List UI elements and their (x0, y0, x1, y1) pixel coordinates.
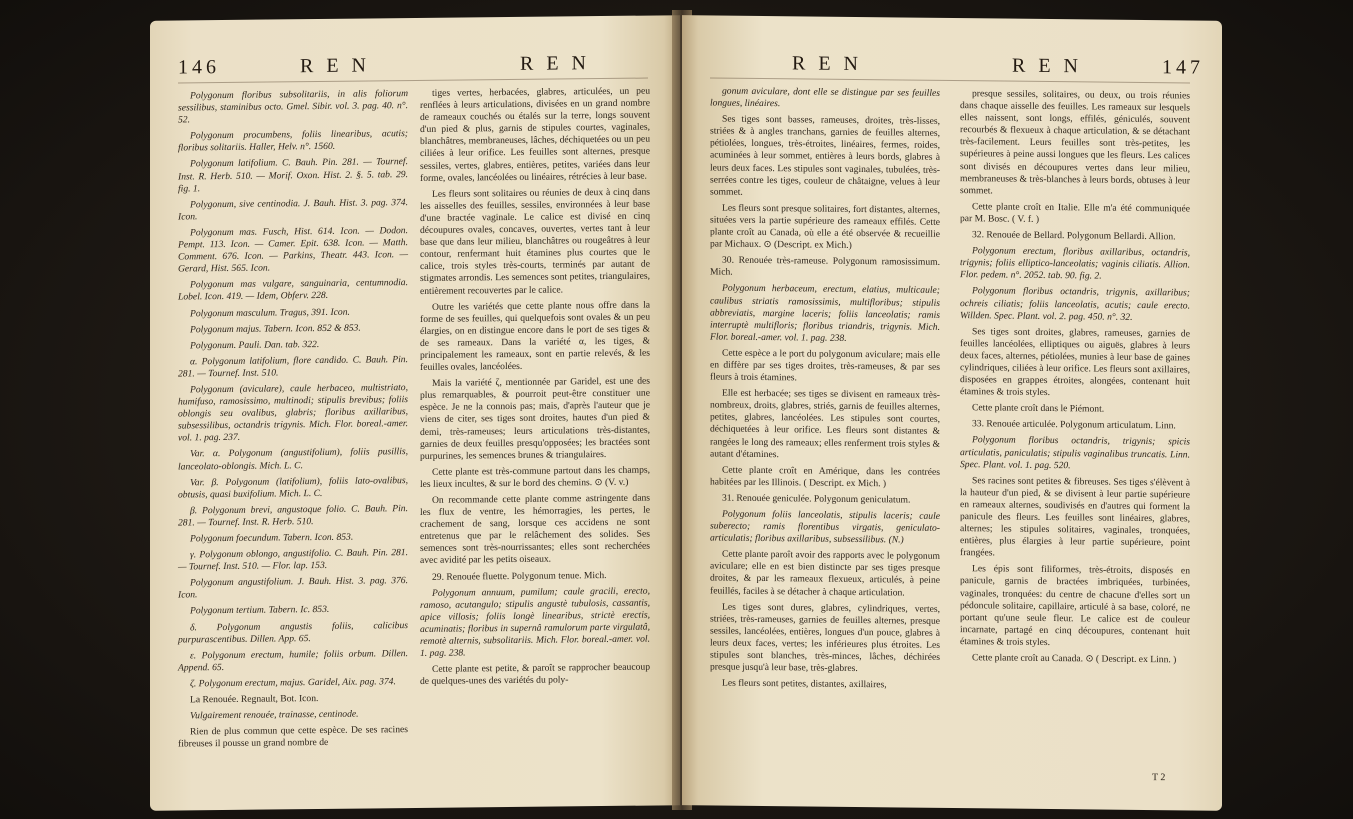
right-column-2 (960, 88, 1190, 671)
paragraph: 29. Renouée fluette. Polygonum tenue. Mich. (432, 569, 607, 583)
paragraph: Polygonum. Pauli. Dan. tab. 322. (190, 338, 320, 352)
paragraph: 33. Renouée articulée. Polygonum articulatum. Linn. (972, 418, 1176, 432)
paragraph: 31. Renouée geniculée. Polygonum geniculatum. (722, 492, 911, 506)
paragraph: ζ. Polygonum erectum, majus. Garidel, Aix. pag. 374. (190, 676, 396, 690)
left-header-left: R E N (300, 54, 370, 78)
paragraph: Cette plante croît en Italie. Elle m'a été communiquée par M. Bosc. ( V. f. ) (960, 201, 1190, 225)
paragraph: Polygonum mas. Fusch, Hist. 614. Icon. — Dodon. Pempt. 113. Icon. — Camer. Epit. 638. Icon. — Matth. Comment. 676. Icon. — Parkins, Theatr. 443. Icon. — Gerard, Hist. 565. Icon. (178, 225, 408, 275)
paragraph: Rien de plus commun que cette espèce. De ses racines fibreuses il pousse un grand nombre de (178, 724, 408, 750)
paragraph: Outre les variétés que cette plante nous offre dans la forme de ses feuilles, qui quelquefois sont ovales & un peu élargies, on en distingue encore dans le port de ses tiges & de ses rameaux. Dans la variété α, les tiges, & principalement les rameaux, sont en partie relevés, & les feuilles ovales, lancéolées. (420, 299, 650, 374)
paragraph: δ. Polygonum angustis foliis, calicibus purpurascentibus. Dillen. App. 65. (178, 619, 408, 646)
paragraph: Vulgairement renouée, trainasse, centinode. (190, 708, 359, 722)
paragraph: Cette plante paroît avoir des rapports avec le polygonum aviculare; elle en est bien distincte par ses tiges presque droites, & par les rameaux flexueux, articulés, à peine feuillés, faciles à se détacher à chaque articulation. (710, 548, 940, 599)
left-header-right: R E N (520, 52, 590, 75)
paragraph: γ. Polygonum oblongo, angustifolio. C. Bauh. Pin. 281. — Tournef. Inst. 510. — Flor. lap. 153. (178, 547, 408, 573)
paragraph: Les fleurs sont solitaires ou réunies de deux à cinq dans les aisselles des feuilles, sessiles, environnées à leur base d'une bractée vaginale. Le calice est divisé en cinq découpures ovales, concaves, ouvertes, vertes tant à leur base que dans leur milieu, blanchâtres ou rougeâtres à leur contour, renfermant huit étamines plus courtes que le calice, trois styles très-courts, terminés par autant de stigmates arrondis. Les semences sont petites, triangulaires, entièrement recouvertes par le calice. (420, 186, 650, 297)
paragraph: Cette plante croît en Amérique, dans les contrées habitées par les Illinois. ( Descript. ex Mich. ) (710, 464, 940, 490)
paragraph: α. Polygonum latifolium, flore candido. C. Bauh. Pin. 281. — Tournef. Inst. 510. (178, 353, 408, 380)
paragraph: Polygonum, sive centinodia. J. Bauh. Hist. 3. pag. 374. Icon. (178, 196, 408, 223)
paragraph: tiges vertes, herbacées, glabres, articulées, un peu renflées à leurs articulations, divisées en un grand nombre de rameaux couchés ou étalés sur la terre, longs souvent d'un pied & plus, garnis de stipules courtes, vaginales, blanchâtres, membraneuses, lâches, déchiquetées ou un peu ciliées à leur orifice. Les feuilles sont alternes, presque sessiles, vertes, glabres, entières, petites, variées dans leur forme, ovales, lancéolées ou linéaires, rétrécies à leur base. (420, 85, 650, 184)
paragraph: Cette espèce a le port du polygonum aviculare; mais elle en diffère par ses tiges droites, très-rameuses, & par ses fleurs à trois étamines. (710, 347, 940, 384)
paragraph: Cette plante est petite, & paroît se rapprocher beaucoup de quelques-unes des variétés du poly- (420, 661, 650, 688)
paragraph: Les fleurs sont petites, distantes, axillaires, (722, 677, 887, 691)
left-column-2 (420, 86, 650, 693)
paragraph: Ses tiges sont droites, glabres, rameuses, garnies de feuilles lancéolées, elliptiques ou aiguës, glabres à leurs deux faces, alternes, pétiolées, munies à leur base de gaines cylindriques, ciliées à leur orifice. Les fleurs sont axillaires, disposées en grappes étroites, alongées, contenant huit étamines & trois styles. (960, 325, 1190, 399)
paragraph: Polygonum annuum, pumilum; caule gracili, erecto, ramoso, acutangulo; stipulis angustè tubulosis, cassantis, apice villosis; foliis longè linearibus, strictè erectis, acuminatis; floribus in supernâ ramulorum parte virgulatâ, remotè alternis, subsolitariis. Mich. Flor. boreal.-amer. vol. 1. pag. 238. (420, 585, 650, 660)
paragraph: Polygonum floribus octandris, trigynis; spicis articulatis, paniculatis; stipulis vaginalibus truncatis. Linn. Spec. Plant. vol. 1. pag. 520. (960, 434, 1190, 471)
left-page (150, 15, 680, 811)
paragraph: ε. Polygonum erectum, humile; foliis orbum. Dillen. Append. 65. (178, 647, 408, 674)
paragraph: gonum aviculare, dont elle se distingue par ses feuilles longues, linéaires. (710, 85, 940, 110)
right-header-right: R E N (1012, 54, 1082, 78)
paragraph: Var. β. Polygonum (latifolium), foliis lato-ovalibus, obtusis, quasi buxifolium. Mich. L. C. (178, 474, 408, 501)
paragraph: Mais la variété ζ, mentionnée par Garidel, est une des plus remarquables, & pourroit peut-être constituer une espèce. Je ne la connois pas; mais, d'après l'auteur que je viens de citer, ses tiges sont droites, hautes d'un pied & demi, très-rameuses; leurs articulations très-distantes, garnies de deux feuilles presqu'opposées; les bractées sont purpurines, les semences brunes & triangulaires. (420, 375, 650, 462)
right-header-rule (710, 77, 1190, 83)
left-header-rule (178, 78, 648, 84)
paragraph: Cette plante est très-commune partout dans les champs, les lieux incultes, & sur le bord des chemins. ⊙ (V. v.) (420, 464, 650, 490)
paragraph: Polygonum foliis lanceolatis, stipulis laceris; caule suberecto; ramis florentibus virgatis, geniculato-articulatis; floribus axillaribus, subsessilibus. (N.) (710, 508, 940, 546)
paragraph: Polygonum tertium. Tabern. Ic. 853. (190, 604, 330, 617)
paragraph: Polygonum mas vulgare, sanguinaria, centumnodia. Lobel. Icon. 419. — Idem, Obferv. 228. (178, 277, 408, 303)
paragraph: La Renouée. Regnault, Bot. Icon. (190, 693, 319, 706)
paragraph: Polygonum herbaceum, erectum, elatius, multicaule; caulibus striatis ramosissimis, multifloribus; stipulis abbreviatis, margine laceris; foliis lanceolatis; ramis interruptè multifloris; floribus triandris, trigynis. Mich. Flor. boreal.-amer. vol. 1. pag. 238. (710, 282, 940, 344)
paragraph: Var. α. Polygonum (angustifolium), foliis pusillis, lanceolato-oblongis. Mich. L. C. (178, 446, 408, 473)
paragraph: β. Polygonum brevi, angustoque folio. C. Bauh. Pin. 281. — Tournef. Inst. R. Herb. 510. (178, 502, 408, 529)
paragraph: Polygonum foecundum. Tabern. Icon. 853. (190, 531, 354, 545)
paragraph: Polygonum masculum. Tragus, 391. Icon. (190, 306, 350, 319)
paragraph: Polygonum erectum, floribus axillaribus, octandris, trigynis; foliis elliptico-lanceolatis; vaginis ciliatis. Allion. Flor. pedem. n°. 2052. tab. 90. fig. 2. (960, 245, 1190, 282)
right-header-left: R E N (792, 52, 862, 76)
left-column-1 (178, 88, 408, 755)
paragraph: Elle est herbacée; ses tiges se divisent en rameaux très-nombreux, droits, glabres, striés, garnis de feuilles alternes, petites, glabres, lancéolées. Les stipules sont courtes, déchiquetées à leur orifice. Les fleurs sont distantes & rangées le long des rameaux; elles renferment trois styles & autant d'étamines. (710, 387, 940, 460)
paragraph: On recommande cette plante comme astringente dans les flux de ventre, les hémorragies, les pertes, le crachement de sang, lorsque ces accidens ne sont entretenus que par le relâchement des solides. Ses semences sont très-nourrissantes; elles sont recherchées avec avidité par les petits oiseaux. (420, 492, 650, 567)
paragraph: Ses racines sont petites & fibreuses. Ses tiges s'élèvent à la hauteur d'un pied, & se divisent à leur partie supérieure en rameaux alternes, soudivisés en d'autres qui forment la panicule des fleurs. Les feuilles sont linéaires, glabres, alternes; les stipules solitaires, vaginales, tronquées, entières, plus élargies à leur partie supérieure, point frangées. (960, 474, 1190, 559)
paragraph: Polygonum floribus subsolitariis, in alis foliorum sessilibus, staminibus octo. Gmel. Sibir. vol. 3. pag. 40. n°. 52. (178, 88, 408, 126)
right-column-1 (710, 85, 940, 696)
paragraph: Polygonum procumbens, foliis linearibus, acutis; floribus solitariis. Haller, Helv. n°. 1560. (178, 128, 408, 154)
paragraph: Les épis sont filiformes, très-étroits, disposés en panicule, garnis de bractées imbriquées, turbinées, vaginales, tronquées: du centre de chacune d'elles sort un pédoncule solitaire, capillaire, articulé à sa base, coloré, ne portant qu'une seule fleur. Le calice est de couleur incarnate, partagé en cinq découpures, contenant huit étamines & trois styles. (960, 563, 1190, 648)
paragraph: presque sessiles, solitaires, ou deux, ou trois réunies dans chaque aisselle des feuilles. Les rameaux sur lesquels elles naissent, sont longs, effilés, géniculés, souvent recourbés & flexueux à chaque articulation, & se détachant très-facilement. Leurs feuilles sont très-petites, les supérieures à peine aussi longues que les fleurs. Les calices sont divisés en découpures vertes dans leur milieu, membraneuses & très-blanches à leurs bords, obtuses à leur sommet. (960, 88, 1190, 197)
paragraph: Polygonum majus. Tabern. Icon. 852 & 853. (190, 322, 361, 335)
paragraph: Polygonum floribus octandris, trigynis, axillaribus; ochreis ciliatis; foliis lanceolatis, acutis; caule erecto. Willden. Spec. Plant. vol. 2. pag. 450. n°. 32. (960, 285, 1190, 323)
paragraph: Polygonum angustifolium. J. Bauh. Hist. 3. pag. 376. Icon. (178, 575, 408, 601)
page-signature: T 2 (1152, 772, 1166, 784)
right-page (682, 15, 1222, 811)
paragraph: Ses tiges sont basses, rameuses, droites, très-lisses, striées & à angles tranchans, garnies de feuilles alternes, pétiolées, longues, très-étroites, linéaires, fermes, roides, acuminées à leur sommet, entières à leurs bords, glabres à leurs deux faces. Les stipules sont vaginales, tubulées, très-serrées contre les tiges, couleur de châtaigne, velues à leur sommet. (710, 113, 940, 198)
left-page-number: 146 (178, 56, 220, 79)
paragraph: Les fleurs sont presque solitaires, fort distantes, alternes, situées vers la partie supérieure des rameaux effilés. Cette plante croît au Canada, où elle a été observée & recueillie par Michaux. ⊙ (Descript. ex Mich.) (710, 202, 940, 252)
right-page-number: 147 (1162, 56, 1204, 79)
paragraph: Cette plante croît dans le Piémont. (972, 402, 1105, 415)
paragraph: Les tiges sont dures, glabres, cylindriques, vertes, striées, très-rameuses, garnies de feuilles alternes, presque sessiles, lancéolées, entières, longues d'un pouce, glabres à leurs deux faces, vertes; les inférieures plus étroites. Les stipules sont blanches, très-minces, lâches, déchirées presque jusqu'à leur base, très-glabres. (710, 601, 940, 675)
paragraph: Cette plante croît au Canada. ⊙ ( Descript. ex Linn. ) (972, 652, 1177, 666)
paragraph: Polygonum (aviculare), caule herbaceo, multistriato, humifuso, ramosissimo, multinodi; stipulis brevibus; foliis oblongis seu ovalibus, glabris; floribus axillaribus, subsessilibus, octandris trigynis. Mich. Flor. boreal.-amer. vol. 1. pag. 237. (178, 382, 408, 444)
paragraph: Polygonum latifolium. C. Bauh. Pin. 281. — Tournef. Inst. R. Herb. 510. — Morif. Oxon. Hist. 2. §. 5. tab. 29. fig. 1. (178, 156, 408, 195)
paragraph: 30. Renouée très-rameuse. Polygonum ramosissimum. Mich. (710, 254, 940, 279)
paragraph: 32. Renouée de Bellard. Polygonum Bellardi. Allion. (972, 229, 1176, 243)
